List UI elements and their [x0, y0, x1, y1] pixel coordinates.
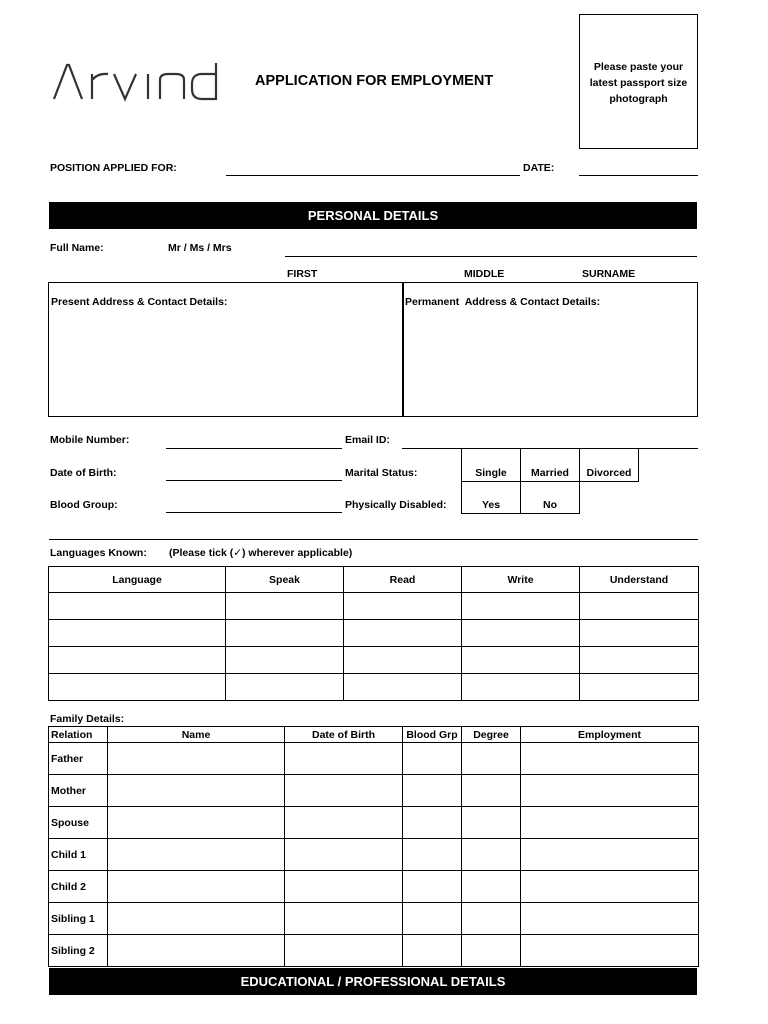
present-address-label: Present Address & Contact Details: [51, 296, 228, 308]
blood-cell[interactable] [403, 743, 462, 775]
col-language: Language [49, 567, 226, 593]
email-label: Email ID: [345, 434, 390, 446]
name-cell[interactable] [108, 871, 285, 903]
table-row [49, 593, 699, 620]
understand-cell[interactable] [580, 674, 699, 701]
languages-label: Languages Known: [50, 547, 147, 559]
degree-cell[interactable] [462, 871, 521, 903]
table-row [49, 903, 699, 935]
family-details-label: Family Details: [50, 713, 125, 725]
employment-cell[interactable] [521, 839, 699, 871]
blood-cell[interactable] [403, 903, 462, 935]
table-row [49, 871, 699, 903]
marital-option-divorced[interactable]: Divorced [579, 448, 639, 482]
languages-table [48, 566, 699, 701]
understand-cell[interactable] [580, 620, 699, 647]
write-cell[interactable] [462, 593, 580, 620]
dob-label: Date of Birth: [50, 467, 117, 479]
name-cell[interactable] [108, 935, 285, 967]
degree-cell[interactable] [462, 903, 521, 935]
arvind-logo-mark [52, 60, 222, 102]
speak-cell[interactable] [226, 674, 344, 701]
name-part-surname: SURNAME [582, 268, 636, 280]
blood-group-input[interactable] [166, 512, 342, 513]
name-cell[interactable] [108, 839, 285, 871]
language-cell[interactable] [49, 593, 226, 620]
col-name: Name [108, 727, 285, 743]
write-cell[interactable] [462, 647, 580, 674]
mobile-input[interactable] [166, 448, 342, 449]
dob-cell[interactable] [285, 903, 403, 935]
col-write: Write [462, 567, 580, 593]
degree-cell[interactable] [462, 743, 521, 775]
physically-disabled-label: Physically Disabled: [345, 499, 447, 511]
educational-details-heading: EDUCATIONAL / PROFESSIONAL DETAILS [49, 968, 697, 995]
read-cell[interactable] [344, 593, 462, 620]
col-blood-grp: Blood Grp [403, 727, 462, 743]
read-cell[interactable] [344, 620, 462, 647]
degree-cell[interactable] [462, 807, 521, 839]
table-row [49, 674, 699, 701]
date-label: DATE: [523, 162, 555, 174]
write-cell[interactable] [462, 620, 580, 647]
permanent-address-box[interactable] [402, 282, 698, 417]
mobile-label: Mobile Number: [50, 434, 130, 446]
language-cell[interactable] [49, 620, 226, 647]
dob-input[interactable] [166, 480, 342, 481]
col-degree: Degree [462, 727, 521, 743]
dob-cell[interactable] [285, 839, 403, 871]
employment-cell[interactable] [521, 807, 699, 839]
relation-sibling-2: Sibling 2 [49, 935, 108, 967]
employment-cell[interactable] [521, 871, 699, 903]
company-logo [52, 60, 222, 102]
relation-mother: Mother [49, 775, 108, 807]
language-cell[interactable] [49, 647, 226, 674]
marital-status-label: Marital Status: [345, 467, 418, 479]
disabled-option-yes[interactable]: Yes [461, 481, 521, 514]
table-row [49, 620, 699, 647]
dob-cell[interactable] [285, 743, 403, 775]
table-row [49, 743, 699, 775]
name-cell[interactable] [108, 743, 285, 775]
full-name-input[interactable] [285, 256, 697, 257]
family-table [48, 726, 699, 967]
relation-sibling-1: Sibling 1 [49, 903, 108, 935]
relation-child-2: Child 2 [49, 871, 108, 903]
name-cell[interactable] [108, 807, 285, 839]
speak-cell[interactable] [226, 647, 344, 674]
full-name-label: Full Name: [50, 242, 104, 254]
dob-cell[interactable] [285, 807, 403, 839]
languages-header-row [49, 567, 699, 593]
table-row [49, 839, 699, 871]
blood-group-label: Blood Group: [50, 499, 118, 511]
marital-option-single[interactable]: Single [461, 448, 521, 482]
date-input[interactable] [579, 175, 698, 176]
speak-cell[interactable] [226, 620, 344, 647]
form-title: APPLICATION FOR EMPLOYMENT [255, 73, 494, 89]
table-row [49, 935, 699, 967]
col-employment: Employment [521, 727, 699, 743]
dob-cell[interactable] [285, 775, 403, 807]
read-cell[interactable] [344, 647, 462, 674]
name-cell[interactable] [108, 775, 285, 807]
language-cell[interactable] [49, 674, 226, 701]
col-understand: Understand [580, 567, 699, 593]
disabled-option-no[interactable]: No [520, 481, 580, 514]
col-read: Read [344, 567, 462, 593]
understand-cell[interactable] [580, 593, 699, 620]
blood-cell[interactable] [403, 871, 462, 903]
present-address-box[interactable] [48, 282, 404, 417]
relation-father: Father [49, 743, 108, 775]
employment-cell[interactable] [521, 903, 699, 935]
degree-cell[interactable] [462, 935, 521, 967]
permanent-address-label: Permanent Address & Contact Details: [405, 296, 601, 308]
col-date-of-birth: Date of Birth [285, 727, 403, 743]
blood-cell[interactable] [403, 839, 462, 871]
position-input[interactable] [226, 175, 520, 176]
table-row [49, 807, 699, 839]
photo-box[interactable] [579, 14, 698, 149]
family-header-row [49, 727, 699, 743]
understand-cell[interactable] [580, 647, 699, 674]
name-part-middle: MIDDLE [464, 268, 505, 280]
degree-cell[interactable] [462, 775, 521, 807]
blood-cell[interactable] [403, 807, 462, 839]
section-divider [49, 539, 698, 540]
table-row [49, 647, 699, 674]
degree-cell[interactable] [462, 839, 521, 871]
relation-spouse: Spouse [49, 807, 108, 839]
name-cell[interactable] [108, 903, 285, 935]
dob-cell[interactable] [285, 935, 403, 967]
personal-details-heading: PERSONAL DETAILS [49, 202, 697, 229]
blood-cell[interactable] [403, 935, 462, 967]
employment-cell[interactable] [521, 743, 699, 775]
photo-box-instruction: Please paste your latest passport size photograph [589, 61, 688, 105]
employment-cell[interactable] [521, 935, 699, 967]
read-cell[interactable] [344, 674, 462, 701]
speak-cell[interactable] [226, 593, 344, 620]
blood-cell[interactable] [403, 775, 462, 807]
relation-child-1: Child 1 [49, 839, 108, 871]
employment-cell[interactable] [521, 775, 699, 807]
languages-note: (Please tick (✓) wherever applicable) [169, 547, 353, 559]
dob-cell[interactable] [285, 871, 403, 903]
position-label: POSITION APPLIED FOR: [50, 162, 177, 174]
write-cell[interactable] [462, 674, 580, 701]
table-row [49, 775, 699, 807]
col-relation: Relation [49, 727, 108, 743]
col-speak: Speak [226, 567, 344, 593]
name-part-first: FIRST [287, 268, 318, 280]
marital-option-married[interactable]: Married [520, 448, 580, 482]
salutation-label: Mr / Ms / Mrs [168, 242, 232, 254]
